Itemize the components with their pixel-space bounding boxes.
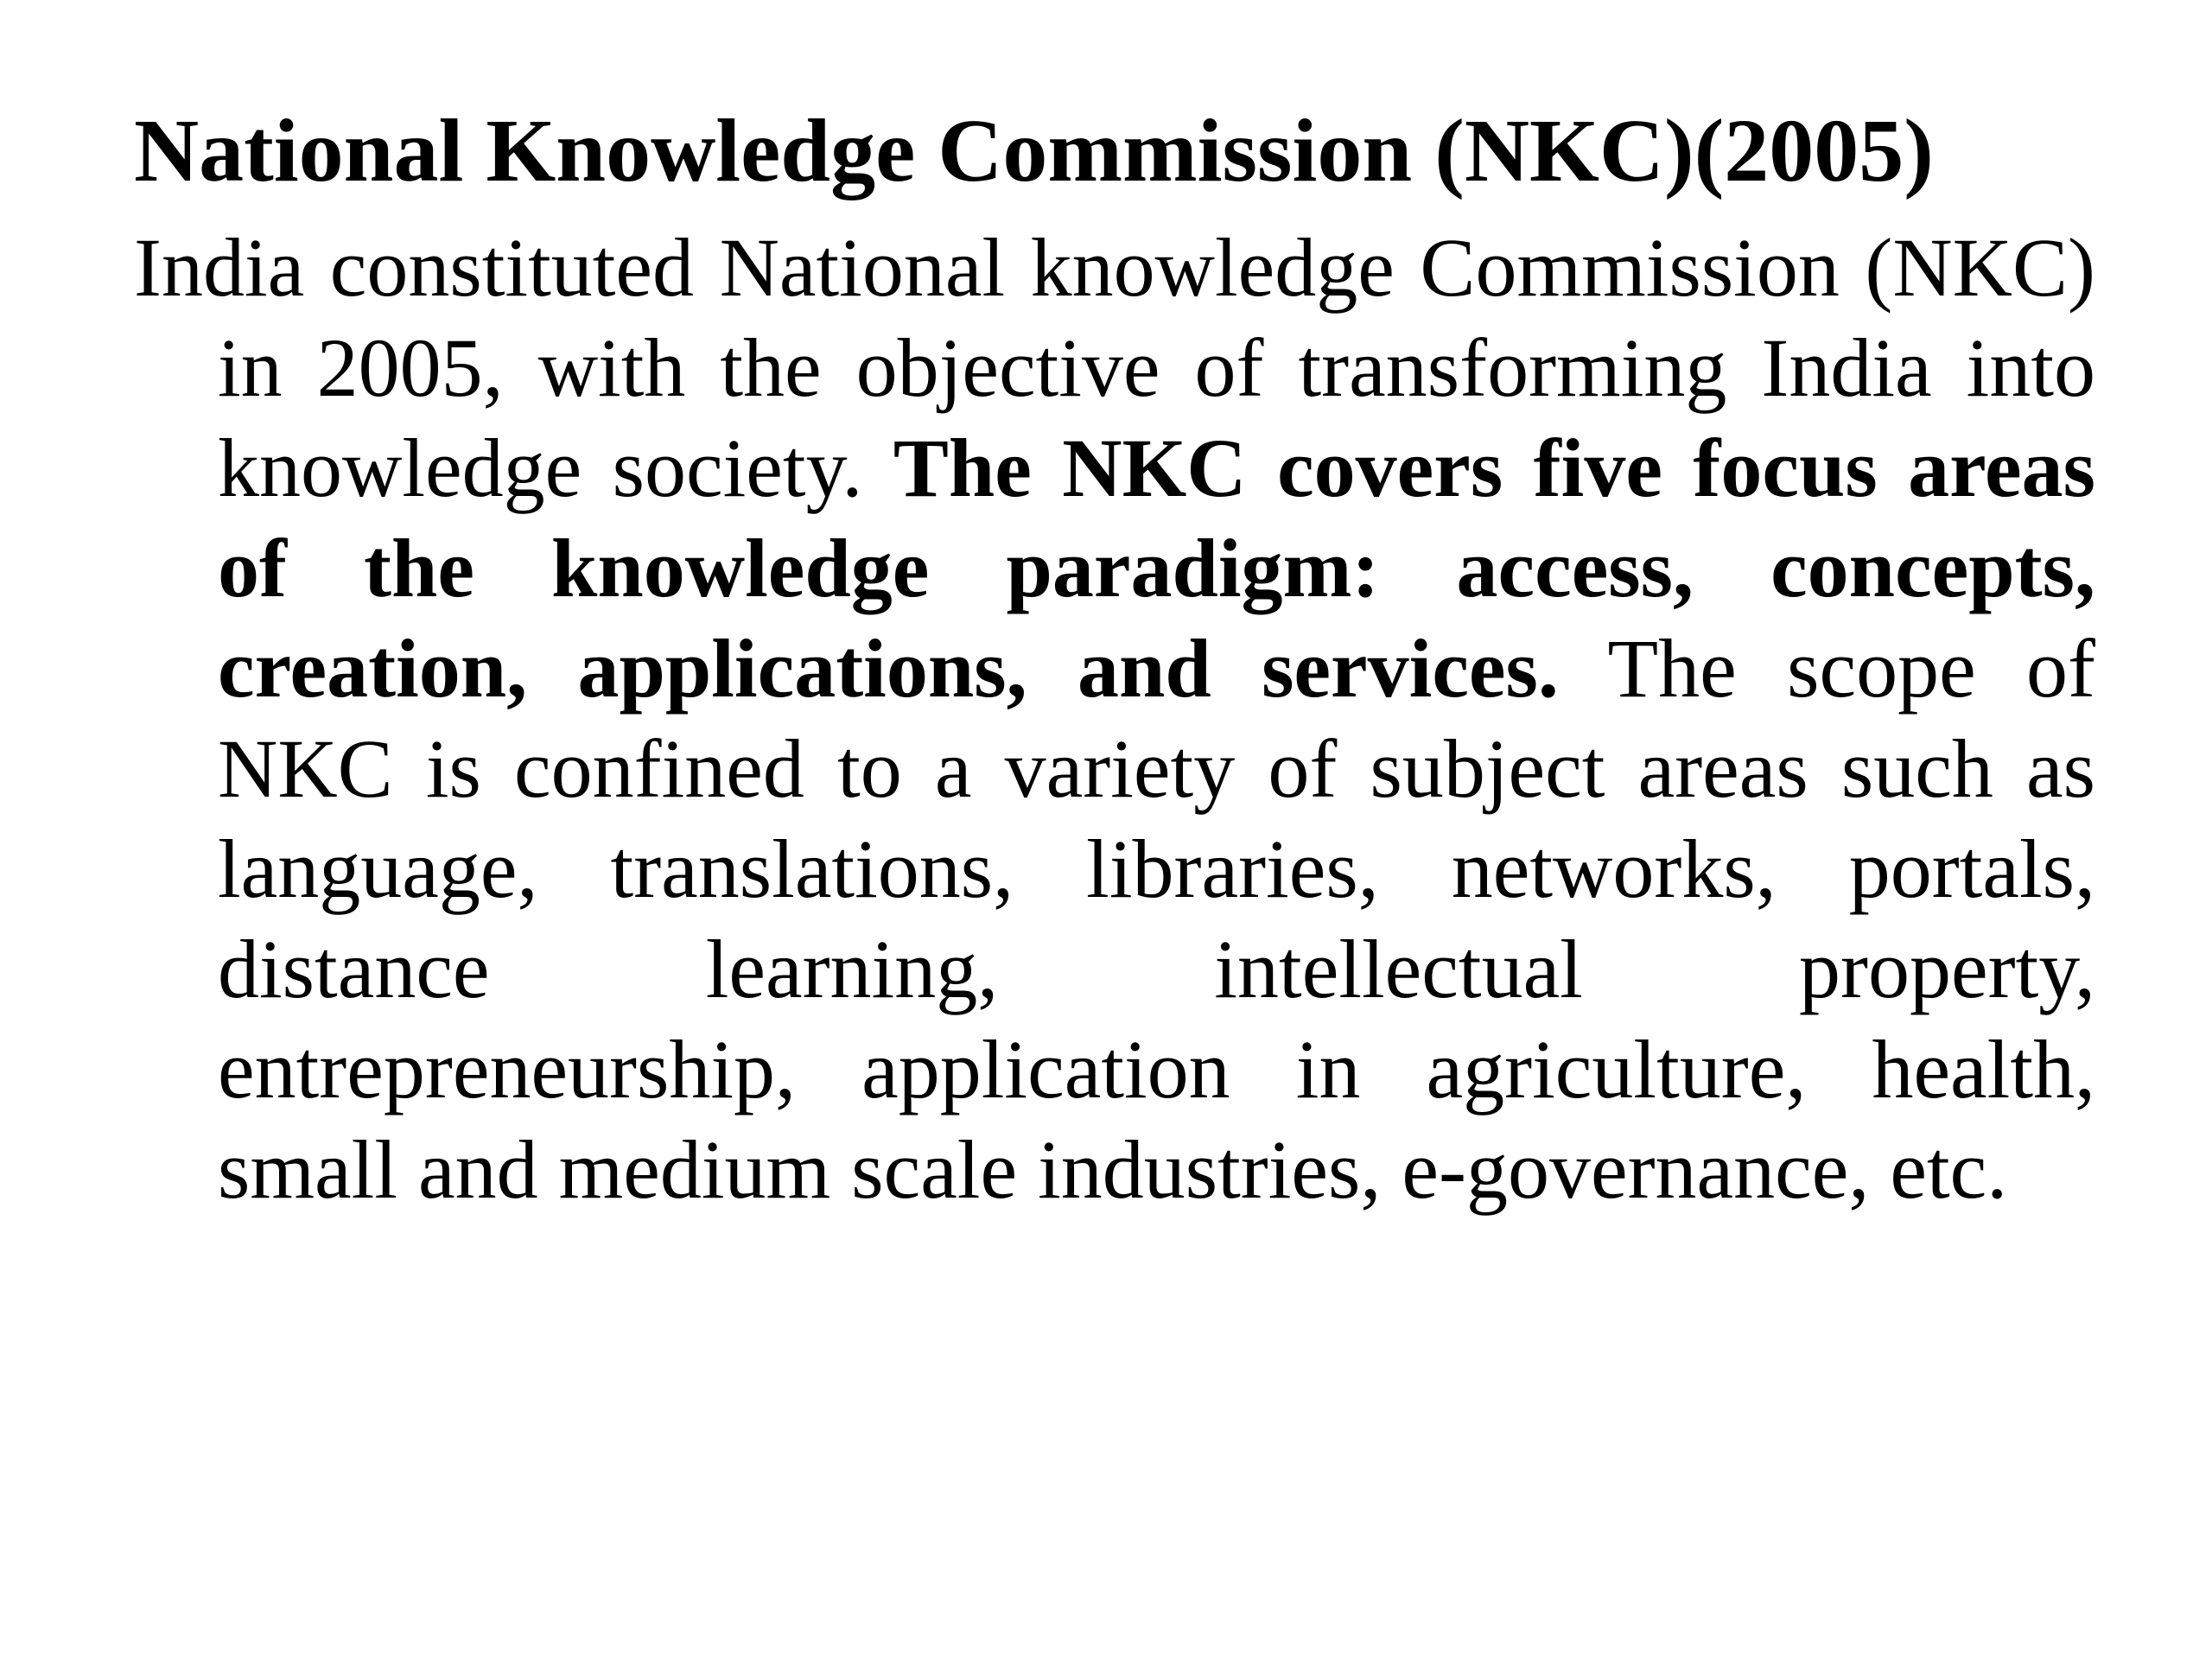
slide-content [134,95,2095,1220]
paragraph-intro-text: India constituted National knowledge Commission (NKC) in 2005, with the objective of transforming India into knowledge society. [134,221,2095,514]
paragraph-rest-text: The scope of NKC is confined to a variety of subject areas such as language, translations, libraries, networks, portals, distance learning, intellectual property, entrepreneurship, application in agriculture, health, small and medium scale industries, e-governance, etc. [218,622,2096,1216]
paragraph-bold-text: The NKC covers five focus areas of the knowledge paradigm: access, concepts, creation, applications, and services. [218,422,2096,715]
slide-title: National Knowledge Commission (NKC)(2005) [134,101,1934,200]
body-paragraph [134,218,2095,1220]
